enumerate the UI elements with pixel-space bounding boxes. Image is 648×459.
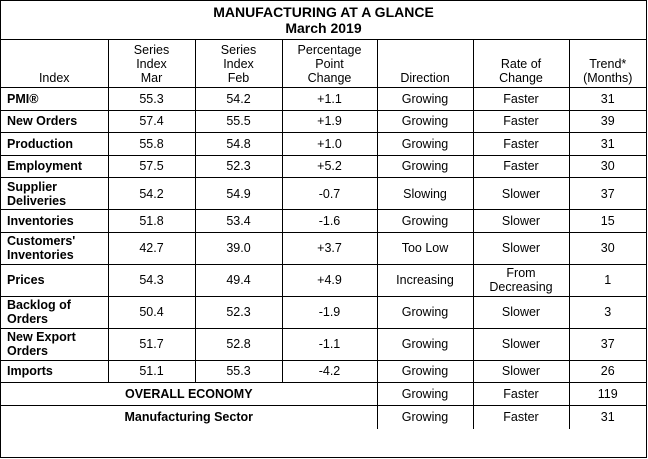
direction-value: Growing [377, 406, 473, 429]
change-value: -1.1 [282, 328, 377, 360]
table-row [1, 88, 646, 111]
change-value: -1.9 [282, 296, 377, 328]
mar-value: 51.7 [108, 328, 195, 360]
rate-value: Faster [473, 155, 569, 178]
table-row [1, 264, 646, 296]
change-value: +1.9 [282, 110, 377, 133]
rate-value: Faster [473, 88, 569, 111]
table-row [1, 232, 646, 264]
feb-value: 39.0 [195, 232, 282, 264]
change-value: -1.6 [282, 210, 377, 233]
direction-value: Too Low [377, 232, 473, 264]
index-name: Inventories [1, 210, 108, 233]
rate-value: From Decreasing [473, 264, 569, 296]
totals-row [1, 406, 646, 429]
index-name: Prices [1, 264, 108, 296]
feb-value: 54.8 [195, 133, 282, 156]
rate-value: Slower [473, 360, 569, 383]
trend-value: 31 [569, 133, 646, 156]
direction-value: Growing [377, 383, 473, 406]
header-row [1, 40, 646, 88]
index-name: New Export Orders [1, 328, 108, 360]
direction-value: Growing [377, 155, 473, 178]
col-header-index: Index [1, 40, 108, 88]
rate-value: Slower [473, 296, 569, 328]
feb-value: 55.3 [195, 360, 282, 383]
rate-value: Faster [473, 110, 569, 133]
direction-value: Slowing [377, 178, 473, 210]
direction-value: Growing [377, 296, 473, 328]
rate-value: Faster [473, 406, 569, 429]
direction-value: Growing [377, 88, 473, 111]
totals-label: OVERALL ECONOMY [1, 383, 377, 406]
mar-value: 50.4 [108, 296, 195, 328]
mar-value: 54.2 [108, 178, 195, 210]
mar-value: 51.8 [108, 210, 195, 233]
index-name: Production [1, 133, 108, 156]
col-header-feb: Series Index Feb [195, 40, 282, 88]
table-row [1, 328, 646, 360]
index-name: Supplier Deliveries [1, 178, 108, 210]
rate-value: Slower [473, 178, 569, 210]
index-name: New Orders [1, 110, 108, 133]
direction-value: Increasing [377, 264, 473, 296]
trend-value: 39 [569, 110, 646, 133]
mar-value: 54.3 [108, 264, 195, 296]
table-row [1, 360, 646, 383]
change-value: +4.9 [282, 264, 377, 296]
index-name: Customers' Inventories [1, 232, 108, 264]
mar-value: 42.7 [108, 232, 195, 264]
table-row [1, 178, 646, 210]
rate-value: Slower [473, 328, 569, 360]
trend-value: 3 [569, 296, 646, 328]
trend-value: 30 [569, 155, 646, 178]
rate-value: Slower [473, 210, 569, 233]
feb-value: 54.9 [195, 178, 282, 210]
index-name: Backlog of Orders [1, 296, 108, 328]
mar-value: 55.3 [108, 88, 195, 111]
col-header-trend: Trend* (Months) [569, 40, 646, 88]
direction-value: Growing [377, 133, 473, 156]
mar-value: 55.8 [108, 133, 195, 156]
trend-value: 119 [569, 383, 646, 406]
feb-value: 54.2 [195, 88, 282, 111]
feb-value: 52.8 [195, 328, 282, 360]
mar-value: 57.4 [108, 110, 195, 133]
feb-value: 53.4 [195, 210, 282, 233]
direction-value: Growing [377, 110, 473, 133]
table-row [1, 110, 646, 133]
index-name: PMI® [1, 88, 108, 111]
trend-value: 31 [569, 406, 646, 429]
table-row [1, 296, 646, 328]
trend-value: 1 [569, 264, 646, 296]
mar-value: 51.1 [108, 360, 195, 383]
change-value: +3.7 [282, 232, 377, 264]
rate-value: Slower [473, 232, 569, 264]
feb-value: 52.3 [195, 296, 282, 328]
table-row [1, 155, 646, 178]
title-main: MANUFACTURING AT A GLANCE [213, 4, 434, 20]
direction-value: Growing [377, 210, 473, 233]
trend-value: 15 [569, 210, 646, 233]
title-date: March 2019 [285, 20, 362, 36]
table-row [1, 133, 646, 156]
table-title [1, 1, 646, 39]
trend-value: 26 [569, 360, 646, 383]
index-table [1, 39, 646, 429]
totals-row [1, 383, 646, 406]
col-header-mar: Series Index Mar [108, 40, 195, 88]
rate-value: Faster [473, 383, 569, 406]
direction-value: Growing [377, 360, 473, 383]
direction-value: Growing [377, 328, 473, 360]
table-row [1, 210, 646, 233]
index-name: Imports [1, 360, 108, 383]
change-value: +1.0 [282, 133, 377, 156]
trend-value: 37 [569, 328, 646, 360]
col-header-change: Percentage Point Change [282, 40, 377, 88]
change-value: +1.1 [282, 88, 377, 111]
change-value: -0.7 [282, 178, 377, 210]
change-value: -4.2 [282, 360, 377, 383]
mar-value: 57.5 [108, 155, 195, 178]
trend-value: 31 [569, 88, 646, 111]
col-header-rate: Rate of Change [473, 40, 569, 88]
feb-value: 49.4 [195, 264, 282, 296]
feb-value: 52.3 [195, 155, 282, 178]
trend-value: 30 [569, 232, 646, 264]
col-header-direction: Direction [377, 40, 473, 88]
feb-value: 55.5 [195, 110, 282, 133]
change-value: +5.2 [282, 155, 377, 178]
trend-value: 37 [569, 178, 646, 210]
rate-value: Faster [473, 133, 569, 156]
index-name: Employment [1, 155, 108, 178]
totals-label: Manufacturing Sector [1, 406, 377, 429]
